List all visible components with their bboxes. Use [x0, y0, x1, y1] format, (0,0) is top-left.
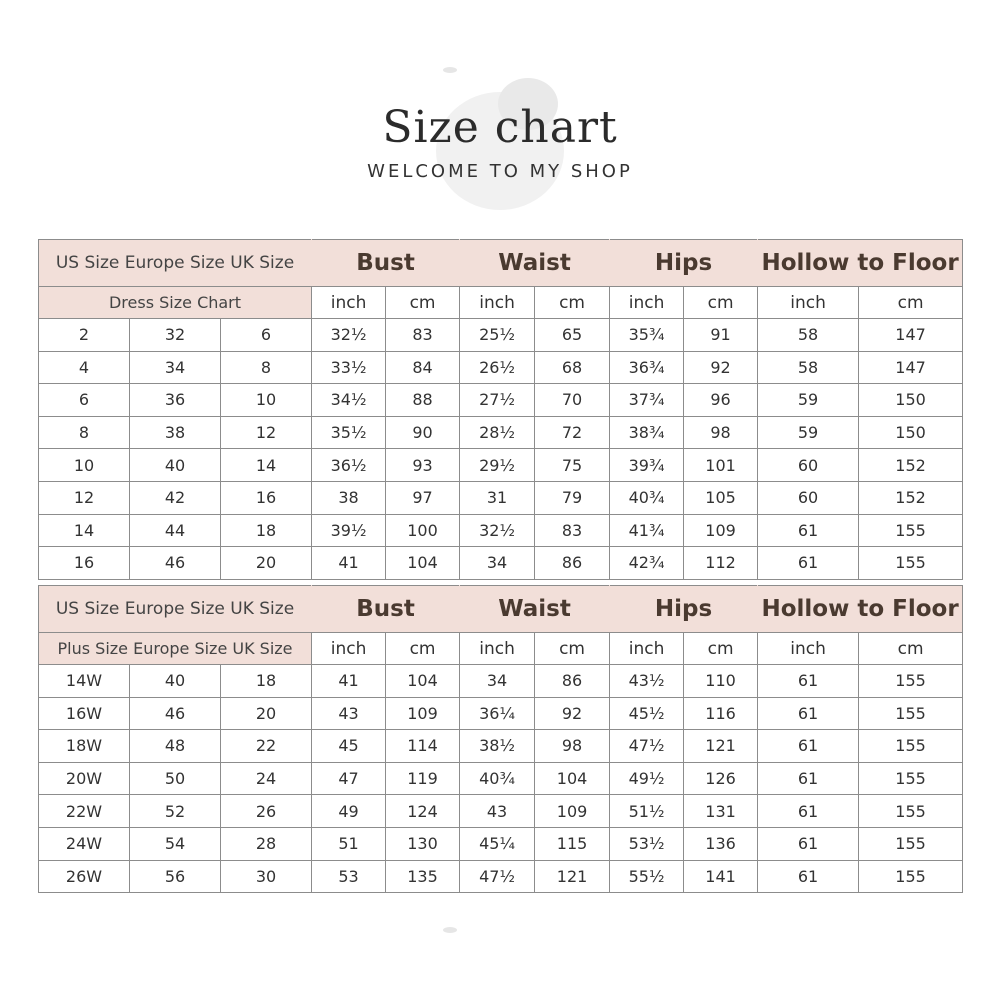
table-cell: 70 [535, 384, 610, 417]
table-cell: 152 [859, 481, 963, 514]
waist-header: Waist [460, 586, 610, 633]
table-cell: 126 [684, 762, 758, 795]
table-cell: 121 [535, 860, 610, 893]
table-cell: 18W [39, 730, 130, 763]
table-cell: 141 [684, 860, 758, 893]
table-cell: 43½ [610, 665, 684, 698]
section-label: Plus Size Europe Size UK Size [39, 633, 312, 665]
table-cell: 6 [39, 384, 130, 417]
table-cell: 155 [859, 860, 963, 893]
table-cell: 91 [684, 319, 758, 352]
table-cell: 72 [535, 416, 610, 449]
table-cell: 83 [386, 319, 460, 352]
table-cell: 36¾ [610, 351, 684, 384]
table-cell: 55½ [610, 860, 684, 893]
table-cell: 61 [758, 827, 859, 860]
table-cell: 61 [758, 860, 859, 893]
table-cell: 58 [758, 319, 859, 352]
unit-label: cm [684, 633, 758, 665]
table-cell: 36 [130, 384, 221, 417]
table-cell: 49½ [610, 762, 684, 795]
table-cell: 119 [386, 762, 460, 795]
table-row [39, 384, 963, 417]
table-cell: 2 [39, 319, 130, 352]
unit-label: cm [859, 287, 963, 319]
waist-header: Waist [460, 240, 610, 287]
table-cell: 31 [460, 481, 535, 514]
table-cell: 61 [758, 665, 859, 698]
table-cell: 24 [221, 762, 312, 795]
table-cell: 61 [758, 795, 859, 828]
table-cell: 41¾ [610, 514, 684, 547]
table-cell: 8 [221, 351, 312, 384]
table-cell: 29½ [460, 449, 535, 482]
unit-label: cm [386, 633, 460, 665]
unit-header-row [39, 633, 963, 665]
table-cell: 116 [684, 697, 758, 730]
unit-label: inch [312, 287, 386, 319]
unit-label: cm [535, 287, 610, 319]
table-cell: 14 [39, 514, 130, 547]
table-cell: 53 [312, 860, 386, 893]
table-cell: 50 [130, 762, 221, 795]
page-subtitle: WELCOME TO MY SHOP [367, 161, 633, 182]
table-cell: 46 [130, 697, 221, 730]
table-cell: 100 [386, 514, 460, 547]
table-cell: 34 [130, 351, 221, 384]
table-cell: 155 [859, 514, 963, 547]
table-cell: 24W [39, 827, 130, 860]
table-cell: 131 [684, 795, 758, 828]
table-cell: 150 [859, 416, 963, 449]
unit-header-row [39, 287, 963, 319]
table-cell: 93 [386, 449, 460, 482]
unit-label: inch [312, 633, 386, 665]
table-cell: 104 [535, 762, 610, 795]
table-cell: 83 [535, 514, 610, 547]
table-cell: 20W [39, 762, 130, 795]
table-cell: 41 [312, 547, 386, 580]
table-row [39, 762, 963, 795]
table-row [39, 481, 963, 514]
unit-label: inch [610, 633, 684, 665]
decorative-dot-top [443, 67, 457, 73]
table-cell: 110 [684, 665, 758, 698]
table-cell: 43 [460, 795, 535, 828]
table-cell: 33½ [312, 351, 386, 384]
unit-label: inch [758, 633, 859, 665]
hips-header: Hips [610, 586, 758, 633]
table-row [39, 795, 963, 828]
table-cell: 26½ [460, 351, 535, 384]
table-cell: 147 [859, 319, 963, 352]
table-row [39, 697, 963, 730]
table-cell: 61 [758, 547, 859, 580]
table-header-row [39, 240, 963, 287]
table-cell: 92 [684, 351, 758, 384]
table-cell: 41 [312, 665, 386, 698]
table-cell: 36¼ [460, 697, 535, 730]
table-cell: 109 [386, 697, 460, 730]
section-label: Dress Size Chart [39, 287, 312, 319]
table-cell: 32 [130, 319, 221, 352]
table-cell: 51 [312, 827, 386, 860]
size-systems-label: US Size Europe Size UK Size [39, 586, 312, 633]
unit-label: cm [859, 633, 963, 665]
table-cell: 38 [312, 481, 386, 514]
table-cell: 12 [39, 481, 130, 514]
table-cell: 32½ [460, 514, 535, 547]
table-cell: 115 [535, 827, 610, 860]
table-cell: 135 [386, 860, 460, 893]
table-cell: 12 [221, 416, 312, 449]
hips-header: Hips [610, 240, 758, 287]
table-cell: 18 [221, 665, 312, 698]
table-cell: 61 [758, 762, 859, 795]
table-cell: 61 [758, 697, 859, 730]
table-cell: 26 [221, 795, 312, 828]
table-cell: 14 [221, 449, 312, 482]
table-cell: 37¾ [610, 384, 684, 417]
table-cell: 109 [535, 795, 610, 828]
table-cell: 32½ [312, 319, 386, 352]
table-cell: 10 [221, 384, 312, 417]
table-cell: 121 [684, 730, 758, 763]
size-systems-label: US Size Europe Size UK Size [39, 240, 312, 287]
table-cell: 92 [535, 697, 610, 730]
unit-label: cm [684, 287, 758, 319]
table-cell: 38 [130, 416, 221, 449]
table-cell: 48 [130, 730, 221, 763]
table-row [39, 665, 963, 698]
plus-size-table [38, 585, 963, 893]
table-cell: 59 [758, 384, 859, 417]
table-cell: 45½ [610, 697, 684, 730]
table-cell: 155 [859, 730, 963, 763]
table-cell: 86 [535, 665, 610, 698]
table-cell: 58 [758, 351, 859, 384]
table-cell: 27½ [460, 384, 535, 417]
table-cell: 30 [221, 860, 312, 893]
table-cell: 147 [859, 351, 963, 384]
table-cell: 25½ [460, 319, 535, 352]
table-cell: 155 [859, 827, 963, 860]
table-cell: 97 [386, 481, 460, 514]
table-cell: 155 [859, 665, 963, 698]
table-cell: 28 [221, 827, 312, 860]
table-cell: 22W [39, 795, 130, 828]
table-cell: 40 [130, 449, 221, 482]
table-cell: 61 [758, 730, 859, 763]
table-cell: 150 [859, 384, 963, 417]
table-cell: 75 [535, 449, 610, 482]
page-title: Size chart [382, 102, 618, 153]
table-cell: 114 [386, 730, 460, 763]
table-cell: 65 [535, 319, 610, 352]
bust-header: Bust [312, 586, 460, 633]
table-cell: 68 [535, 351, 610, 384]
table-cell: 88 [386, 384, 460, 417]
table-cell: 49 [312, 795, 386, 828]
table-cell: 8 [39, 416, 130, 449]
table-cell: 16W [39, 697, 130, 730]
table-cell: 45¼ [460, 827, 535, 860]
table-cell: 60 [758, 449, 859, 482]
hollow-to-floor-header: Hollow to Floor [758, 586, 963, 633]
table-cell: 42 [130, 481, 221, 514]
table-cell: 101 [684, 449, 758, 482]
dress-size-rows [39, 319, 963, 580]
table-cell: 39½ [312, 514, 386, 547]
table-row [39, 514, 963, 547]
table-cell: 98 [535, 730, 610, 763]
unit-label: cm [535, 633, 610, 665]
table-cell: 26W [39, 860, 130, 893]
table-cell: 51½ [610, 795, 684, 828]
table-cell: 90 [386, 416, 460, 449]
plus-size-rows [39, 665, 963, 893]
hollow-to-floor-header: Hollow to Floor [758, 240, 963, 287]
table-cell: 40¾ [610, 481, 684, 514]
table-cell: 155 [859, 547, 963, 580]
table-cell: 34½ [312, 384, 386, 417]
table-cell: 40¾ [460, 762, 535, 795]
table-cell: 136 [684, 827, 758, 860]
table-row [39, 547, 963, 580]
table-cell: 130 [386, 827, 460, 860]
table-row [39, 319, 963, 352]
table-cell: 152 [859, 449, 963, 482]
table-cell: 96 [684, 384, 758, 417]
table-cell: 42¾ [610, 547, 684, 580]
dress-size-table [38, 239, 963, 580]
table-cell: 47 [312, 762, 386, 795]
table-cell: 38½ [460, 730, 535, 763]
table-row [39, 827, 963, 860]
table-cell: 40 [130, 665, 221, 698]
table-cell: 124 [386, 795, 460, 828]
table-cell: 109 [684, 514, 758, 547]
decorative-dot-bottom [443, 927, 457, 933]
table-cell: 56 [130, 860, 221, 893]
table-cell: 155 [859, 762, 963, 795]
unit-label: inch [460, 633, 535, 665]
table-cell: 53½ [610, 827, 684, 860]
unit-label: inch [460, 287, 535, 319]
table-cell: 47½ [460, 860, 535, 893]
table-row [39, 351, 963, 384]
table-cell: 34 [460, 547, 535, 580]
table-row [39, 730, 963, 763]
table-cell: 59 [758, 416, 859, 449]
table-cell: 155 [859, 795, 963, 828]
table-cell: 44 [130, 514, 221, 547]
table-cell: 104 [386, 547, 460, 580]
table-cell: 10 [39, 449, 130, 482]
table-cell: 20 [221, 547, 312, 580]
table-cell: 112 [684, 547, 758, 580]
unit-label: cm [386, 287, 460, 319]
table-row [39, 449, 963, 482]
table-cell: 34 [460, 665, 535, 698]
table-cell: 22 [221, 730, 312, 763]
table-cell: 104 [386, 665, 460, 698]
table-cell: 46 [130, 547, 221, 580]
table-cell: 14W [39, 665, 130, 698]
table-row [39, 860, 963, 893]
table-cell: 98 [684, 416, 758, 449]
table-cell: 54 [130, 827, 221, 860]
table-cell: 47½ [610, 730, 684, 763]
table-cell: 79 [535, 481, 610, 514]
table-cell: 155 [859, 697, 963, 730]
table-cell: 16 [39, 547, 130, 580]
table-cell: 86 [535, 547, 610, 580]
table-row [39, 416, 963, 449]
table-cell: 84 [386, 351, 460, 384]
table-cell: 20 [221, 697, 312, 730]
table-cell: 35½ [312, 416, 386, 449]
table-cell: 38¾ [610, 416, 684, 449]
bust-header: Bust [312, 240, 460, 287]
unit-label: inch [758, 287, 859, 319]
table-header-row [39, 586, 963, 633]
table-cell: 16 [221, 481, 312, 514]
table-cell: 35¾ [610, 319, 684, 352]
table-cell: 60 [758, 481, 859, 514]
table-cell: 6 [221, 319, 312, 352]
table-cell: 45 [312, 730, 386, 763]
table-cell: 36½ [312, 449, 386, 482]
table-cell: 28½ [460, 416, 535, 449]
table-cell: 61 [758, 514, 859, 547]
table-cell: 39¾ [610, 449, 684, 482]
unit-label: inch [610, 287, 684, 319]
table-cell: 18 [221, 514, 312, 547]
table-cell: 105 [684, 481, 758, 514]
table-cell: 43 [312, 697, 386, 730]
table-cell: 52 [130, 795, 221, 828]
table-cell: 4 [39, 351, 130, 384]
